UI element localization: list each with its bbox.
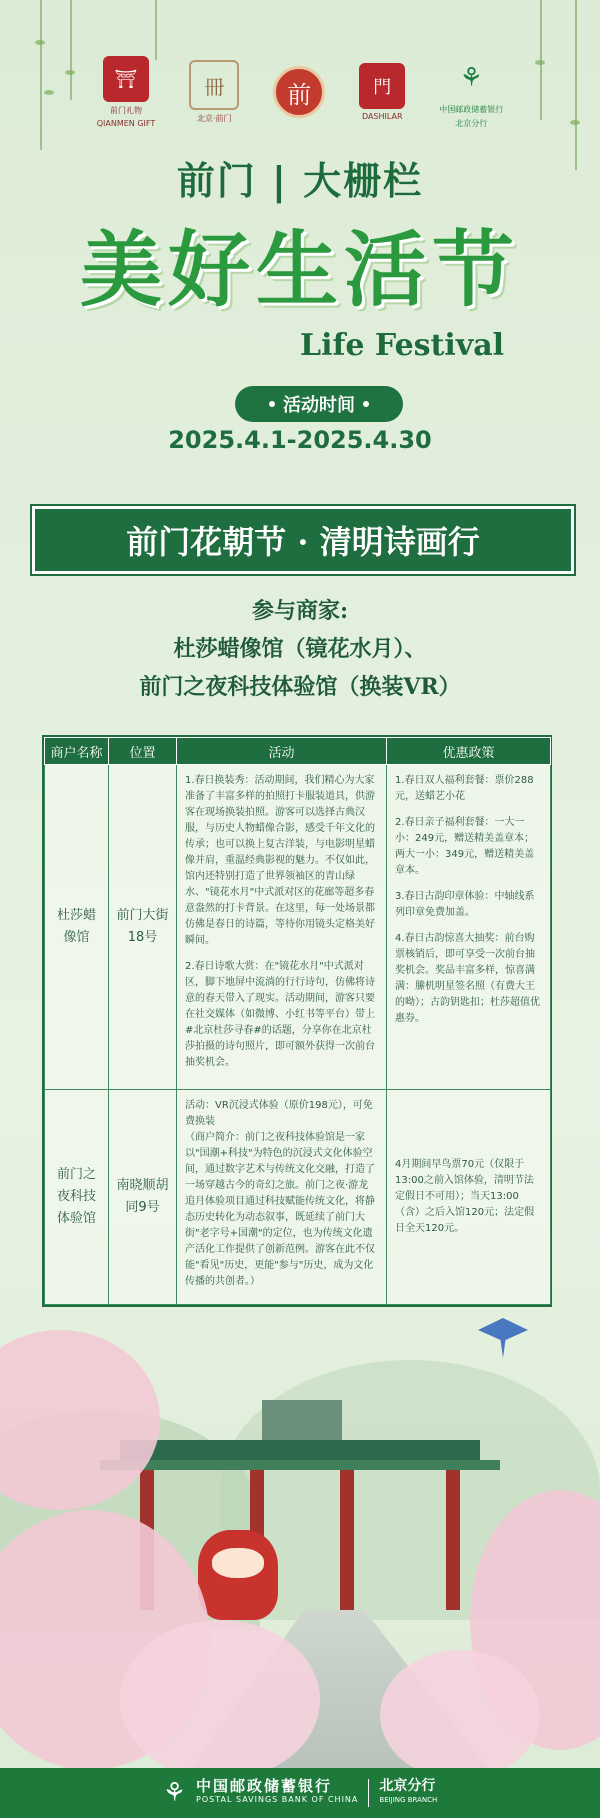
leaf-icon bbox=[35, 40, 45, 45]
dot-icon bbox=[269, 401, 275, 407]
dot-icon bbox=[363, 401, 369, 407]
paifang-icon: ⛩ bbox=[103, 56, 149, 102]
footer-bar bbox=[0, 1768, 600, 1818]
header-activity: 活动 bbox=[177, 738, 387, 765]
merchant-policy: 1.春日双人福利套餐：票价288元，送蜡艺小花 2.春日亲子福利套餐：一大一小：249元，赠送精美盖章本；两大一小：349元，赠送精美盖章本。 3.春日古韵印章体验：中轴线系列印章免费加盖。 4.春日古韵惊喜大抽奖：前台购票核销后，即可享受一次前台抽奖机会。奖品丰富多样，惊喜满满：縢机明星签名照（有费大王的呦）；古韵钥匙扣；杜莎超值优惠券。 bbox=[387, 765, 551, 1090]
dashilar-logo: 門 DASHILAR bbox=[359, 63, 405, 121]
title-main: 美好生活节 bbox=[79, 222, 520, 318]
header-merchant: 商户名称 bbox=[45, 738, 109, 765]
blossom-cluster bbox=[120, 1620, 320, 1780]
event-time-pill bbox=[235, 386, 403, 422]
event-banner: 前门花朝节 · 清明诗画行 bbox=[32, 506, 574, 574]
merchant-activity: 1.春日换装秀：活动期间，我们精心为大家准备了丰富多样的拍照打卡服装道具，供游客在现场换装拍照。游客可以选择古典汉服，与历史人物蜡像合影，感受千年文化的传承；也可以换上复古洋装，与电影明星蜡像并肩，重温经典影视的魅力。不仅如此，馆内还特别打造了世界领袖区的青山绿水、"镜花水月"中式派对区的花廊等超多春意盎然的打卡背景。在这里，每一处场景都仿佛是春日的诗篇，等待你用镜头定格美好瞬间。 2.春日诗歌大赏：在"镜花水月"中式派对区，脚下地屏中流淌的行行诗句，仿佛将诗意的春天带入了现实。活动期间，游客只要在社交媒体（如微博、小红书等平台）带上#北京杜莎寻春#的话题，分享你在北京杜莎拍摄的诗句照片，即可额外获得一次前台抽奖机会。 bbox=[177, 765, 387, 1090]
footer-divider bbox=[368, 1779, 369, 1807]
merchant-name: 前门之夜科技体验馆 bbox=[45, 1090, 109, 1305]
merchant-activity: 活动：VR沉浸式体验（原价198元），可免费换装 （商户简介：前门之夜科技体验馆是一家以"国潮+科技"为特色的沉浸式文化体验空间，通过数字艺术与传统文化交融，打造了一场穿越古今的奇幻之旅。前门之夜·游龙追月体验项目通过科技赋能传统文化，将静态历史转化为动态叙事，既延续了前门大街"老字号+国潮"的定位，也为传统文化遗产活化工作提供了创新范例。游客在此不仅能"看见"历史，更能"参与"历史，成为文化传播的共创者。） bbox=[177, 1090, 387, 1305]
willow-branch bbox=[155, 0, 157, 60]
illustration-scene bbox=[0, 1290, 600, 1768]
dashilar-icon: 門 bbox=[359, 63, 405, 109]
title-english: Life Festival bbox=[300, 328, 505, 363]
table-header-row bbox=[45, 738, 551, 765]
merchant-name: 杜莎蜡像馆 bbox=[45, 765, 109, 1090]
title-location: 前门 | 大栅栏 bbox=[176, 159, 424, 203]
footer-branch-en: BEIJING BRANCH bbox=[379, 1796, 438, 1804]
gate-pillar bbox=[340, 1470, 354, 1610]
sponsor-logos bbox=[0, 62, 600, 128]
merchants-block bbox=[0, 592, 600, 706]
qianmen-gift-logo: ⛩ 前门礼物 QIANMEN GIFT bbox=[97, 56, 156, 128]
postal-bank-logo: ⚘ 中国邮政储蓄银行 北京分行 bbox=[439, 55, 503, 129]
seal-icon: 前 bbox=[273, 66, 325, 118]
blossom-cluster bbox=[380, 1650, 540, 1780]
merchant-location: 前门大街18号 bbox=[109, 765, 177, 1090]
merchants-label: 参与商家: bbox=[251, 598, 349, 624]
footer-bank-en: POSTAL SAVINGS BANK OF CHINA bbox=[196, 1795, 359, 1804]
table-row bbox=[45, 765, 551, 1090]
tower-shape bbox=[262, 1400, 342, 1440]
postal-bank-icon: ⚘ bbox=[459, 63, 483, 93]
table-row bbox=[45, 1090, 551, 1305]
gate-beam bbox=[100, 1460, 500, 1470]
qianmen-icon: 冊 bbox=[189, 60, 239, 110]
kite-icon bbox=[478, 1318, 528, 1358]
beijing-qianmen-logo: 冊 北京·前门 bbox=[189, 60, 239, 124]
footer-branch-cn: 北京分行 bbox=[379, 1778, 436, 1794]
gate-roof bbox=[120, 1440, 480, 1462]
merchant-location: 南晓顺胡同9号 bbox=[109, 1090, 177, 1305]
merchant-policy: 4月期间早鸟票70元（仅限于13:00之前入馆体验，清明节法定假日不可用）；当天13:00（含）之后入馆120元；法定假日全天120元。 bbox=[387, 1090, 551, 1305]
gate-pillar bbox=[446, 1470, 460, 1610]
mascot-face bbox=[212, 1548, 264, 1578]
date-range: 2025.4.1-2025.4.30 bbox=[168, 426, 432, 454]
merchant-table bbox=[42, 735, 552, 1307]
header-policy: 优惠政策 bbox=[387, 738, 551, 765]
postal-bank-icon: ⚘ bbox=[162, 1778, 187, 1808]
header-location: 位置 bbox=[109, 738, 177, 765]
merchants-line-2: 前门之夜科技体验馆（换装VR） bbox=[139, 674, 461, 700]
merchants-line-1: 杜莎蜡像馆（镜花水月）、 bbox=[173, 636, 427, 662]
event-time-label: 活动时间 bbox=[283, 395, 355, 416]
seal-logo bbox=[273, 66, 325, 118]
footer-bank-cn: 中国邮政储蓄银行 bbox=[196, 1777, 333, 1795]
